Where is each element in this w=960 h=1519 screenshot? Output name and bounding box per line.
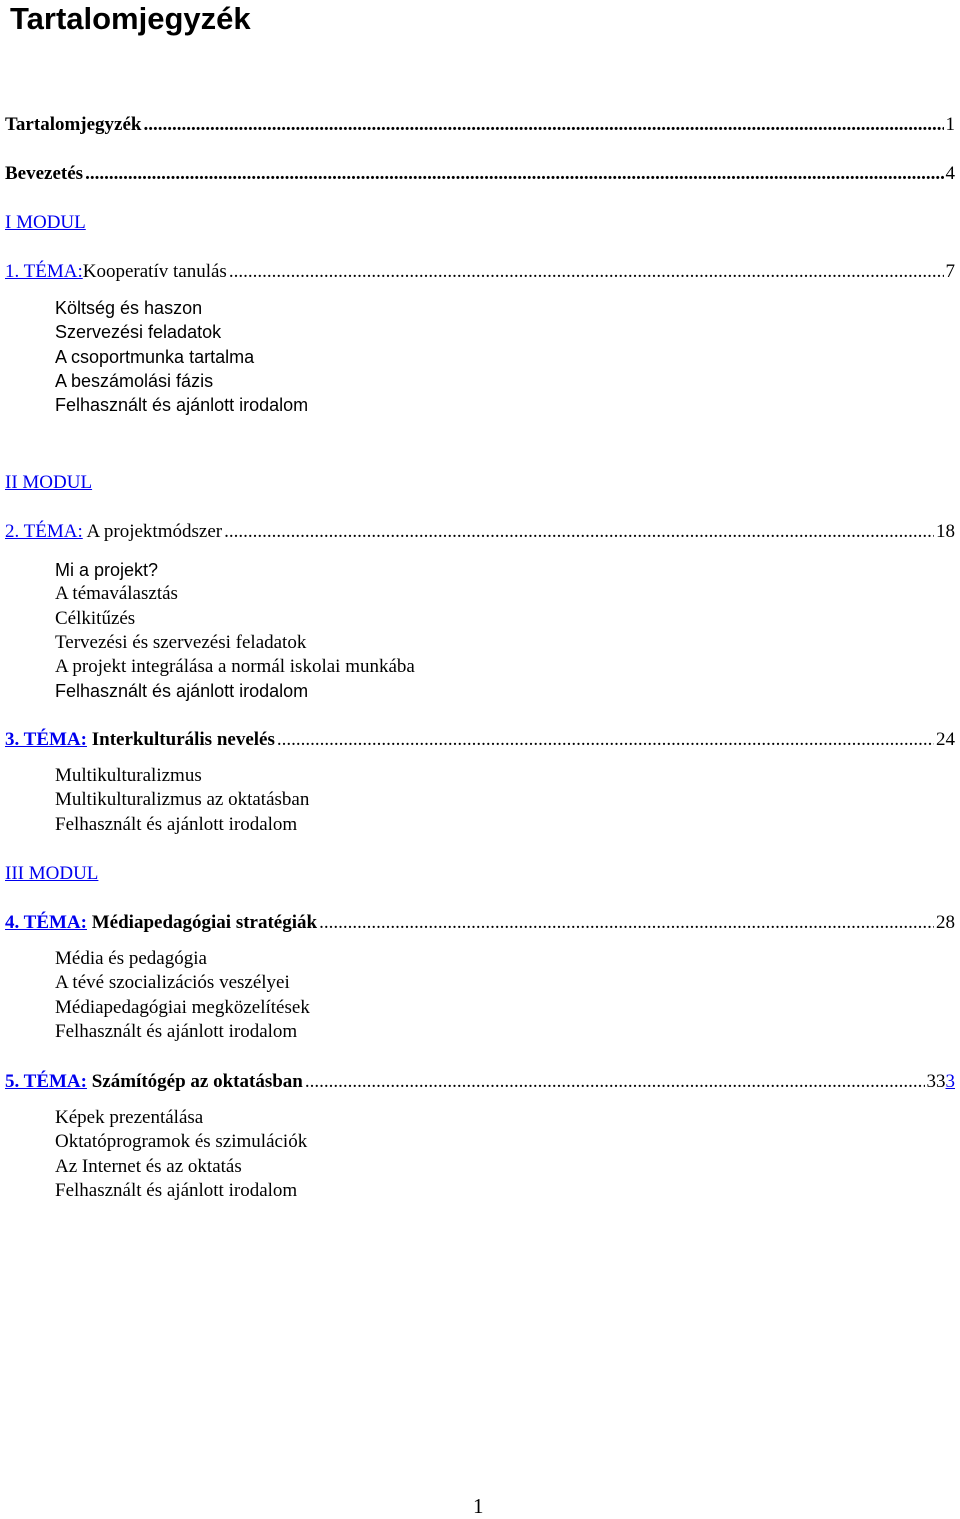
subitem: Oktatóprogramok és szimulációk	[55, 1131, 308, 1153]
subitem: Költség és haszon	[55, 298, 203, 318]
subitem: A témaválasztás	[55, 583, 178, 605]
subitem: Médiapedagógiai megközelítések	[55, 996, 310, 1018]
toc-entry-topic-4[interactable]: 4. TÉMA: Médiapedagógiai stratégiák ..... 28	[5, 911, 955, 935]
toc-entry-topic-1[interactable]: 1. TÉMA:Kooperatív tanulás ..... 7	[5, 260, 955, 284]
toc-entry-bevezetes[interactable]: Bevezetés ..... 4	[5, 162, 955, 186]
topic-4-prefix-link[interactable]: 4. TÉMA:	[5, 912, 87, 933]
subitem: Képek prezentálása	[55, 1107, 204, 1128]
subitem: Az Internet és az oktatás	[55, 1155, 242, 1177]
leader-dots	[277, 728, 934, 752]
subitem: A tévé szocializációs veszélyei	[55, 972, 290, 994]
subitem: Felhasznált és ajánlott irodalom	[55, 1179, 298, 1201]
leader-dots	[319, 911, 934, 935]
leader-dots	[305, 1070, 925, 1094]
topic-2-prefix-link[interactable]: 2. TÉMA:	[5, 521, 83, 542]
module-2-link[interactable]: II MODUL	[5, 472, 93, 493]
subitem: Multikulturalizmus az oktatásban	[55, 789, 310, 811]
subitem: A csoportmunka tartalma	[55, 346, 255, 367]
leader-dots	[144, 113, 944, 137]
topic-4-subitems	[55, 947, 310, 1044]
subitem: Média és pedagógia	[55, 948, 207, 969]
toc-entry-tartalomjegyzek[interactable]: Tartalomjegyzék ..... 1	[5, 113, 955, 137]
subitem: Multikulturalizmus	[55, 765, 202, 786]
leader-dots	[229, 260, 944, 284]
leader-dots	[85, 162, 943, 186]
topic-5-prefix-link[interactable]: 5. TÉMA:	[5, 1071, 87, 1092]
page-number: 1	[473, 1494, 484, 1518]
toc-entry-topic-5[interactable]: 5. TÉMA: Számítógép az oktatásban ..... 333	[5, 1070, 955, 1094]
subitem: A projekt integrálása a normál iskolai munkába	[55, 656, 415, 678]
topic-1-prefix-link[interactable]: 1. TÉMA:	[5, 261, 83, 282]
subitem: Felhasznált és ajánlott irodalom	[55, 813, 298, 835]
subitem: Tervezési és szervezési feladatok	[55, 631, 307, 653]
subitem: Szervezési feladatok	[55, 322, 222, 343]
toc-entry-topic-3[interactable]: 3. TÉMA: Interkulturális nevelés ..... 24	[5, 728, 955, 752]
subitem: Célkitűzés	[55, 607, 136, 629]
subitem: Felhasznált és ajánlott irodalom	[55, 395, 309, 416]
subitem: Mi a projekt?	[55, 560, 159, 580]
page-title: Tartalomjegyzék	[10, 1, 251, 36]
subitem: Felhasznált és ajánlott irodalom	[55, 1020, 298, 1042]
subitem: A beszámolási fázis	[55, 370, 214, 391]
topic-5-subitems	[55, 1106, 307, 1203]
page-link[interactable]: 3	[945, 1071, 955, 1092]
topic-3-prefix-link[interactable]: 3. TÉMA:	[5, 729, 87, 750]
toc-entry-topic-2[interactable]: 2. TÉMA: A projektmódszer ..... 18	[5, 520, 955, 544]
topic-2-subitems	[55, 558, 415, 704]
leader-dots	[224, 520, 934, 544]
module-3-link[interactable]: III MODUL	[5, 863, 99, 884]
module-1-link[interactable]: I MODUL	[5, 212, 86, 233]
subitem: Felhasznált és ajánlott irodalom	[55, 681, 309, 702]
topic-3-subitems	[55, 764, 309, 837]
topic-1-subitems	[55, 296, 308, 417]
